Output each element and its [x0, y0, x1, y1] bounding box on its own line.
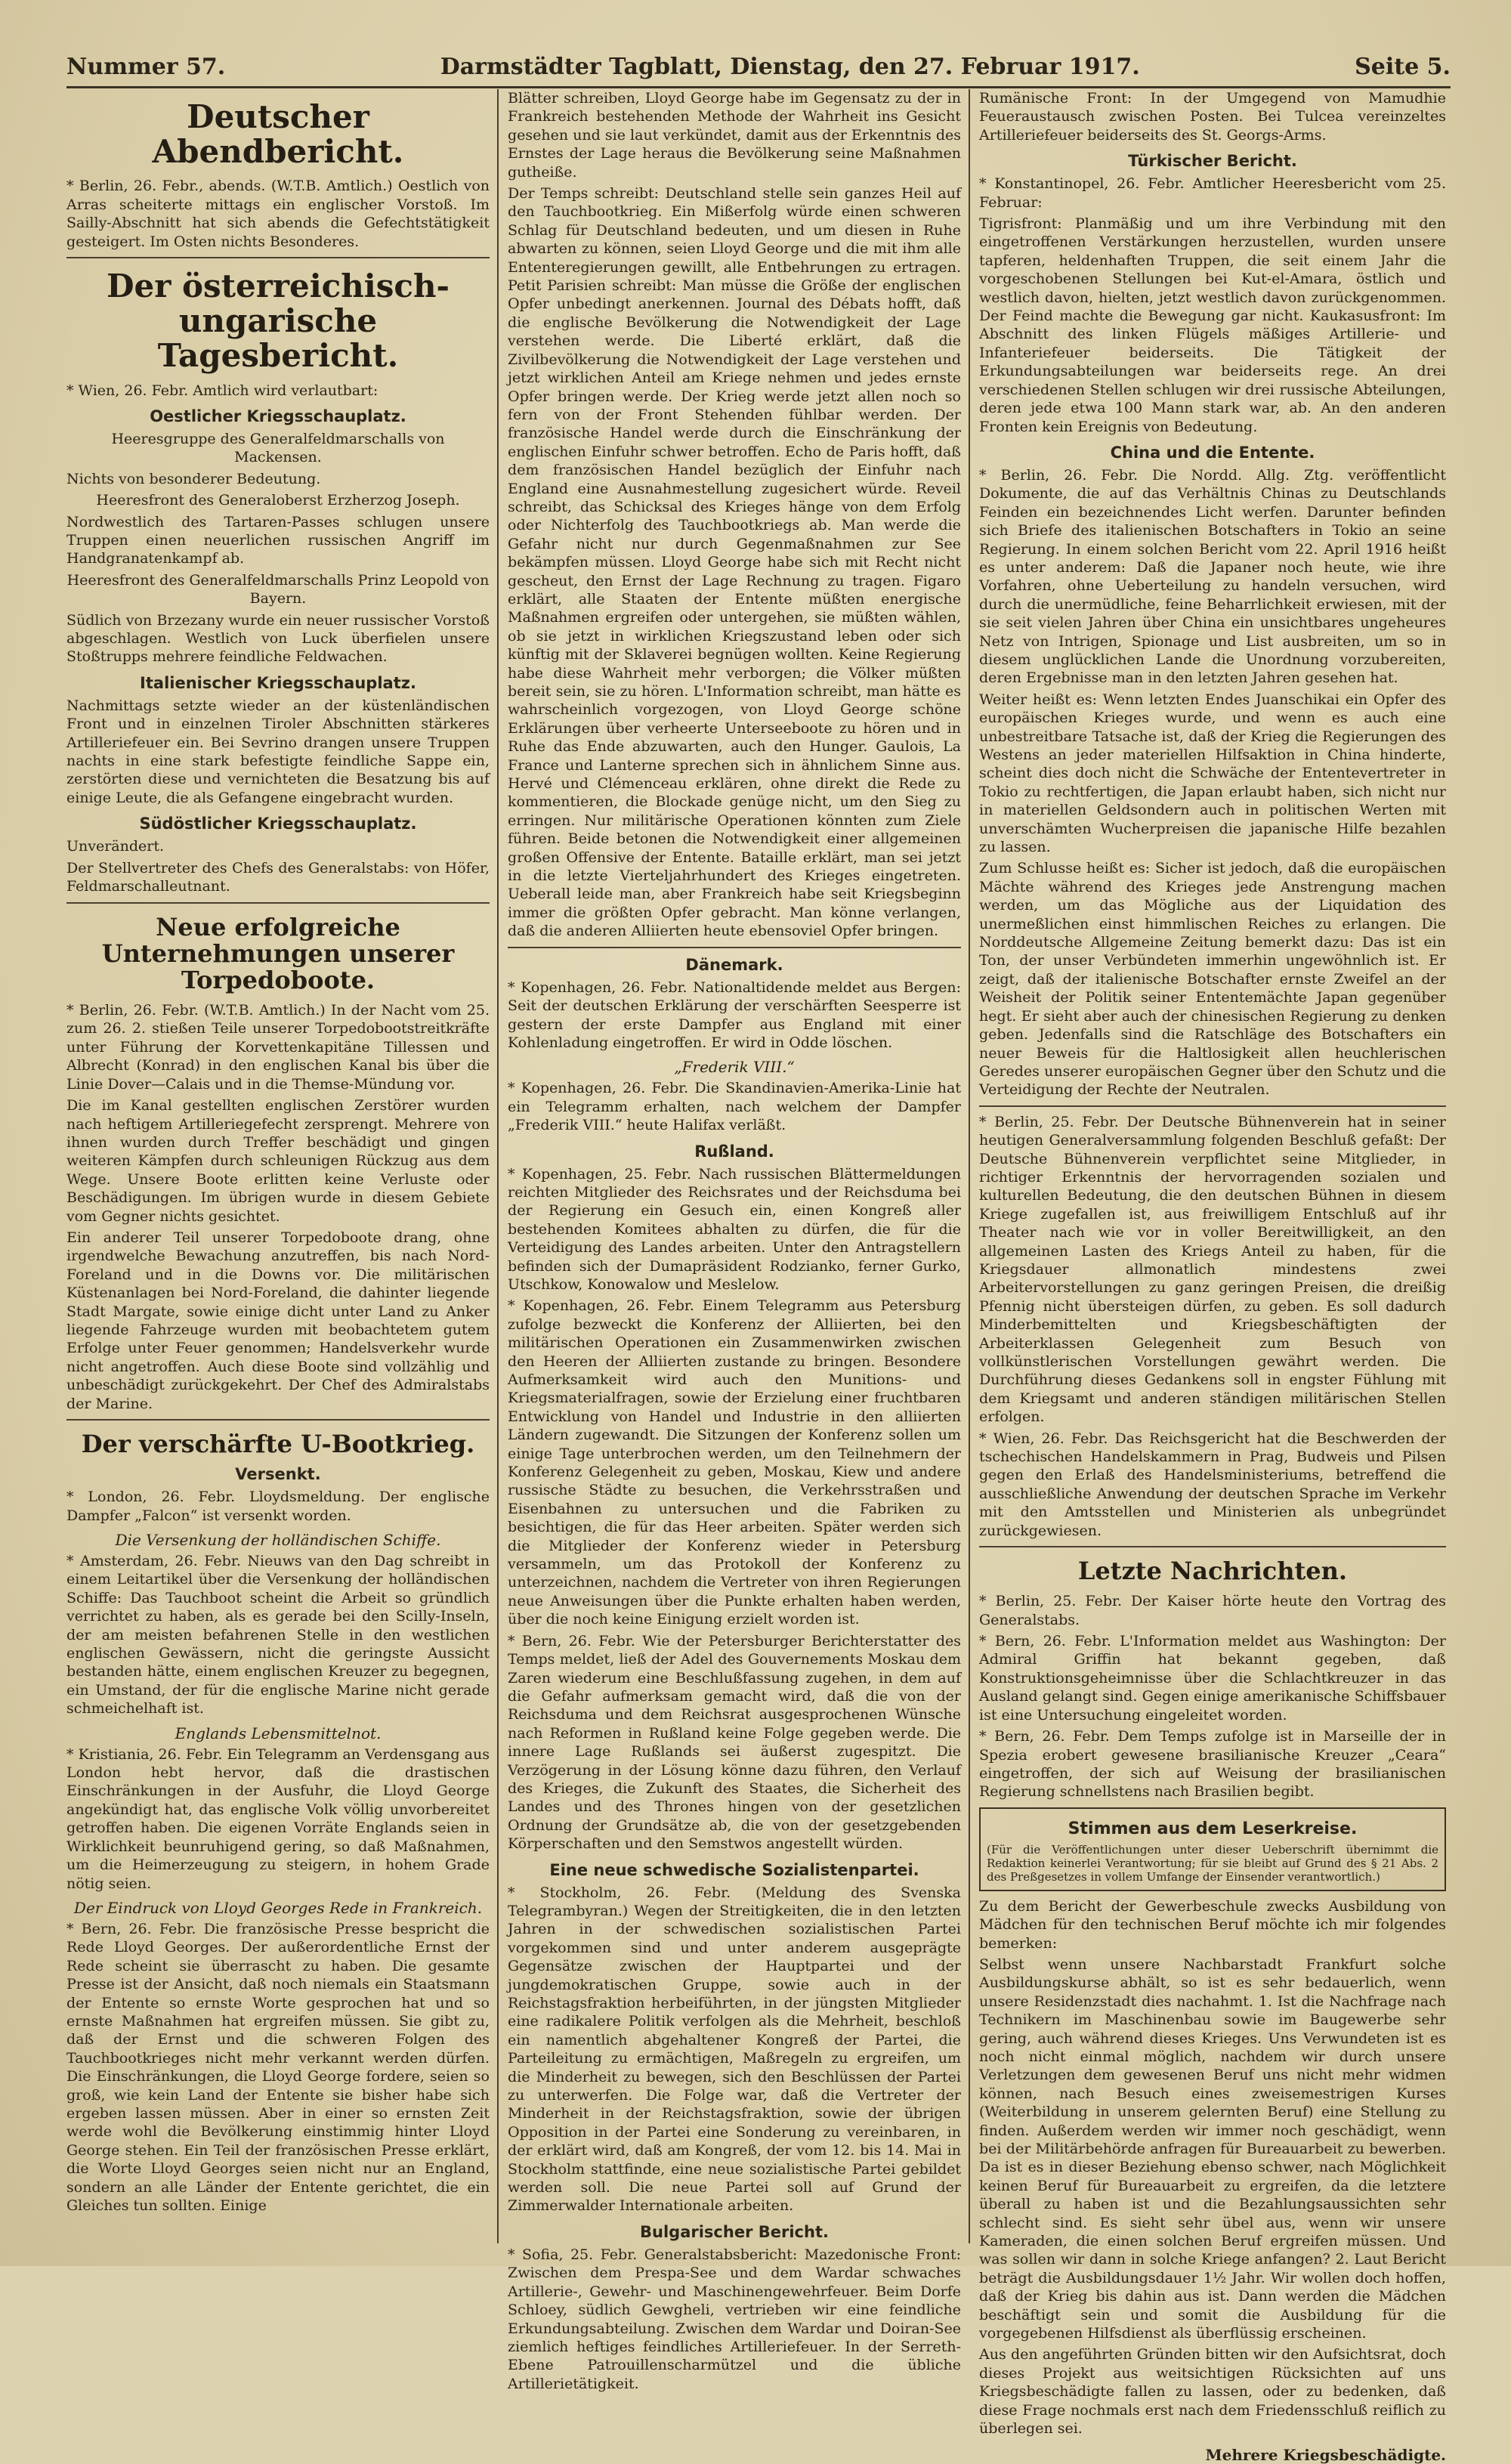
article-text: * Kopenhagen, 26. Febr. Einem Telegramm aus Petersburg zufolge bezweckt die Konferenz der Alliierten, bei den militärischen Operationen ein Zusammenwirken zwischen den Heeren der Alliierten zustande zu bringen. Besondere Aufmerksamkeit wird auch den Munitions- und Kriegsmaterialfragen, sowie der Erzielung einer fruchtbaren Entwicklung von Handel und Industrie in den alliierten Ländern zugewandt. Die Sitzungen der Konferenz sollen um einige Tage unterbrochen werden, um den Teilnehmern der Konferenz Gelegenheit zu geben, Moskau, Kiew und andere russische Städte zu besuchen, die Verkehrsstraßen und Eisenbahnen zu untersuchen und die Fabriken zu besichtigen, die für das Heer arbeiten. Später werden sich die Mitglieder der Konferenz wieder in Petersburg versammeln, um das Protokoll der Konferenz zu unterzeichnen, nachdem die Vertreter von ihren Regierungen neue Anweisungen über die Punkte erhalten haben werden, über die noch keine Einigung erzielt worden ist. [508, 1297, 961, 1628]
article-text: * London, 26. Febr. Lloydsmeldung. Der englische Dampfer „Falcon“ ist versenkt worden. [66, 1489, 490, 1524]
article-text: Blätter schreiben, Lloyd George habe im Gegensatz zu der in Frankreich bestehenden Methode der Wahrheit ins Gesicht gesehen und sie laut verkündet, damit aus der Erkenntnis des Ernstes der Lage heraus die Bevölkerung seine Maßnahmen gutheiße. [508, 90, 961, 181]
column-rule [497, 89, 499, 2243]
headline-torpedoboote: Neue erfolgreiche Unternehmungen unserer Torpedoboote. [101, 912, 455, 994]
headline-letzte-nachrichten: Letzte Nachrichten. [1077, 1557, 1348, 1586]
article-text: Nichts von besonderer Bedeutung. [66, 470, 321, 487]
article-text: Südlich von Brzezany wurde ein neuer russischer Vorstoß abgeschlagen. Westlich von Luck überfielen unsere Stoßtrupps mehrere feindliche Feldwachen. [66, 611, 490, 666]
article-text: * Stockholm, 26. Febr. (Meldung des Svenska Telegrambyran.) Wegen der Streitigkeiten, die in den letzten Jahren in der schwedischen sozialistischen Partei vorgekommen sind und unter anderem ausgeprägte Gegensätze zwischen der Hauptpartei und der jungdemokratischen Gruppe, sowie auch in der Reichstagsfraktion herbeiführten, in der jüngsten Mitglieder eine radikalere Politik verfolgen als die Mehrheit, beschloß ein namentlich abgehaltener Kongreß der Partei, die Parteileitung zu ermächtigen, Maßregeln zu ergreifen, um die Minderheit zu bewegen, sich den Beschlüssen der Partei zu unterwerfen. Die Folge war, daß die Vertreter der Minderheit in der Reichstagsfraktion, sowie der übrigen Opposition in der Partei eine Sonderung zu vereinbaren, in der erklärt wird, daß am Kongreß, der vom 12. bis 14. Mai in Stockholm stattfinde, eine neue sozialistische Partei gebildet werden soll. Die neue Partei soll auf Grund der Zimmerwalder Internationale arbeiten. [508, 1884, 961, 2215]
article-text: Die im Kanal gestellten englischen Zerstörer wurden nach heftigem Artilleriegefecht zersprengt. Mehrere von ihnen wurden durch Treffer beschädigt und gingen weiteren Kämpfen durch schleunigen Rückzug aus dem Wege. Unsere Boote erlitten keine Verluste oder Beschädigungen. Im übrigen wurde in diesem Gebiete vom Gegner nichts gesichtet. [66, 1097, 490, 1225]
article-text: Weiter heißt es: Wenn letzten Endes Juanschikai ein Opfer des europäischen Krieges wurde, und wenn es auch eine unbestreitbare Tatsache ist, daß der Krieg die Regierungen des Westens an jeder materiellen Hilfsaktion in China hinderte, scheint dies doch nicht die Schwäche der Ententevertreter in Tokio zu rechtfertigen, die Japan erlaubt haben, sich nicht nur in materiellen Geldsondern auch in politischen Werten mit unverschämten Wucherpreisen die japanische Hilfe bezahlen zu lassen. [979, 691, 1446, 856]
article-text: * Kristiania, 26. Febr. Ein Telegramm an Verdensgang aus London hebt hervor, daß die drastischen Einschränkungen in der Ausfuhr, die Lloyd George angekündigt hat, das englische Volk völlig unvorbereitet getroffen haben. Die eigenen Vorräte Englands seien in Wirklichkeit beunruhigend gering, so daß Maßnahmen, um die Heimerzeugung zu steigern, in hohem Grade nötig seien. [66, 1745, 490, 1892]
divider [66, 902, 490, 904]
subheading: Die Versenkung der holländischen Schiffe. [115, 1531, 441, 1549]
headline-abendbericht: Deutscher Abendbericht. [152, 98, 404, 171]
article-text: * Berlin, 25. Febr. Der Kaiser hörte heute den Vortrag des Generalstabs. [979, 1593, 1446, 1628]
headline-oesterreich: Der österreichisch-ungarische Tagesbericht. [107, 267, 450, 375]
article-text: Nachmittags setzte wieder an der küstenländischen Front und in einzelnen Tiroler Abschnitten stärkeres Artilleriefeuer ein. Bei Sevrino drangen unsere Truppen nachts in eine stark befestigte feindliche Sappe ein, zerstörten diese und vernichteten die Besatzung bis auf einige Leute, die als Gefangene eingebracht wurden. [66, 697, 490, 806]
subheading: Türkischer Bericht. [1128, 152, 1297, 171]
article-text: * Berlin, 26. Febr., abends. (W.T.B. Amtlich.) Oestlich von Arras scheiterte mittags ein englischer Vorstoß. Im Sailly-Abschnitt hat sich abends die Gefechtstätigkeit gesteigert. Im Osten nichts Besonderes. [66, 178, 490, 250]
subheading: Eine neue schwedische Sozialistenpartei. [549, 1860, 919, 1879]
article-text: * Bern, 26. Febr. Wie der Petersburger Berichterstatter des Temps meldet, ließ der Adel des Gouvernements Moskau dem Zaren wiederum eine Beschlußfassung zugehen, in dem auf die Gefahr aufmerksam gemacht wird, daß die von der Reichsduma und dem Reichsrat ausgesprochenen Wünsche nach Reformen in Rußland keine Folge gegeben werde. Die innere Lage Rußlands sei äußerst zugespitzt. Die Verzögerung in der Lösung könne dazu führen, den Verlauf des Krieges, die Zukunft des Staates, die Sicherheit des Landes und des Thrones hingen von der gesetzlichen Ordnung der Grundsätze ab, die von der gesetzgebenden Körperschaften und den Semstwos angestellt würden. [508, 1632, 961, 1853]
article-text: Unverändert. [66, 838, 165, 855]
divider [66, 1419, 490, 1421]
divider [979, 1105, 1446, 1107]
box-disclaimer: (Für die Veröffentlichungen unter dieser Ueberschrift übernimmt die Redaktion keinerlei Verantwortung; für sie bleibt auf Grund des § 21 Abs. 2 des Preßgesetzes in vollem Umfange der Einsender verantwortlich.) [987, 1842, 1438, 1884]
article-text: Selbst wenn unsere Nachbarstadt Frankfurt solche Ausbildungskurse abhält, so ist es sehr bedauerlich, wenn unsere Residenzstadt dies nachahmt. 1. Ist die Nachfrage nach Technikern im Maschinenbau sowie im Baugewerbe sehr gering, auch während dieses Krieges. Uns Verwundeten ist es noch nicht einmal möglich, nachdem wir durch unsere Verletzungen dem gewesenen Beruf uns nicht mehr widmen können, nach Besuch eines zweisemestrigen Kurses (Weiterbildung in unserem gelernten Beruf) eine Stellung zu finden. Außerdem werden wir immer noch geschädigt, wenn bei der Militärbehörde anfragen für Bureauarbeit zu bewerben. Da ist es in dieser Beziehung ebenso schwer, nach Möglichkeit keinen Beruf für Bureauarbeit zu ergreifen, da die letztere überall zu haben ist und die Bezahlungsaussichten sehr schlecht sind. Es sieht sehr übel aus, wenn wir unsere Kameraden, die einen solchen Beruf ergreifen müssen. Und was sollen wir dann in solche Kriege anfangen? 2. Laut Bericht beträgt die Ausbildungsdauer 1½ Jahr. Wir wollen doch hoffen, daß der Krieg bis dahin aus ist. Dann werden die Mädchen beschäftigt sein und somit die Ausbildung für die vorgegebenen Hilfsdienst als überflüssig erscheinen. [979, 1955, 1446, 2342]
column-3 [979, 89, 1446, 2464]
article-text: * Bern, 26. Febr. Die französische Presse bespricht die Rede Lloyd Georges. Der außerordentliche Ernst der Rede scheint sie überrascht zu haben. Die gesamte Presse ist der Ansicht, daß noch niemals ein Staatsmann der Entente so ernste Worte gesprochen hat und so ernste Maßnahmen hat ergreifen müssen. Sie gibt zu, daß der Ernst und die schweren Folgen des Tauchbootkrieges nicht mehr verkannt werden dürfen. Die Einschränkungen, die Lloyd George fordere, seien so groß, wie kein Land der Entente sie bisher habe sich ergeben lassen müssen. Aber in einer so ernsten Zeit werde wohl die Bevölkerung einstimmig hinter Lloyd George stehen. Ein Teil der französischen Presse erklärt, die Worte Lloyd Georges seien nicht nur an England, sondern an alle Länder der Entente gerichtet, die ein Gleiches tun sollten. Einige [66, 1920, 490, 2214]
column-1 [66, 89, 490, 2243]
subheading: Dänemark. [685, 955, 783, 974]
box-title: Stimmen aus dem Leserkreise. [1068, 1819, 1358, 1838]
article-text: Tigrisfront: Planmäßig und um ihre Verbindung mit den eingetroffenen Verstärkungen herzustellen, wurden unsere tapferen, heldenhaften Truppen, die seit einem Jahr die vorgeschobenen Stellungen bei Kut-el-Amara, östlich und westlich davon, hielten, jetzt westlich davon zurückgenommen. Der Feind machte die Bewegung gar nicht. Kaukasusfront: Im Abschnitt des linken Flügels mäßiges Artillerie- und Infanteriefeuer beiderseits. Die Tätigkeit der Erkundungsabteilungen war beiderseits rege. An drei verschiedenen Stellen schlugen wir drei russische Abteilungen, deren jede etwa 100 Mann stark war, ab. An den anderen Fronten kein Ereignis von Bedeutung. [979, 215, 1446, 435]
divider [979, 1546, 1446, 1547]
article-text: Nordwestlich des Tartaren-Passes schlugen unsere Truppen einen neuerlichen russischen Angriff im Handgranatenkampf ab. [66, 513, 490, 567]
article-text: * Berlin, 26. Febr. (W.T.B. Amtlich.) In der Nacht vom 25. zum 26. 2. stießen Teile unserer Torpedobootstreitkräfte unter Führung der Korvettenkapitäne Tillessen und Albrecht (Konrad) in den englischen Kanal bis über die Linie Dover—Calais und in die Themse-Mündung vor. [66, 1002, 490, 1093]
article-text: Zu dem Bericht der Gewerbeschule zwecks Ausbildung von Mädchen für den technischen Beruf möchte ich mir folgendes bemerken: [979, 1897, 1446, 1952]
article-text: * Berlin, 25. Febr. Der Deutsche Bühnenverein hat in seiner heutigen Generalversammlung folgenden Beschluß gefaßt: Der Deutsche Bühnenverein verpflichtet seine Mitglieder, in richtiger Erkenntnis der hervorragenden sozialen und kulturellen Bedeutung, die den deutschen Bühnen in diesem Kriege zugefallen ist, aus freiwilligem Entschluß auf ihr Theater nach wie vor in voller Bereitwilligkeit, an den allgemeinen Lasten des Kriegs Anteil zu haben, für die Kriegsdauer allmonatlich mindestens zwei Arbeitervorstellungen zu ganz geringen Preisen, die dreißig Pfennig nicht übersteigen dürfen, zu geben. Es soll dadurch Minderbemittelten und Kriegsbeschäftigten der Arbeiterklassen Gelegenheit zum Besuch von vollkünstlerischen Vorstellungen gewährt werden. Die Durchführung dieses Gedankens soll in engster Fühlung mit dem Kriegsamt und anderen ständigen militärischen Stellen erfolgen. [979, 1113, 1446, 1426]
subheading: Versenkt. [235, 1465, 321, 1484]
subheading: China und die Entente. [1110, 443, 1315, 462]
subheading: Englands Lebensmittelnot. [175, 1724, 382, 1742]
article-text: * Wien, 26. Febr. Das Reichsgericht hat die Beschwerden der tschechischen Handelskammern in Prag, Budweis und Pilsen gegen den Erlaß des Handelsministeriums, betreffend die ausschließliche Anwendung der deutschen Sprache im Verkehr mit den Amtsstellen und Ministerien als unbegründet zurückgewiesen. [979, 1430, 1446, 1539]
article-text: Der Temps schreibt: Deutschland stelle sein ganzes Heil auf den Tauchbootkrieg. Ein Mißerfolg würde einen schweren Schlag für Deutschland bedeuten, und um diesen in Ruhe abwarten zu können, seien Lloyd George und die mit ihm alle Ententeregierungen gewillt, alle Entbehrungen zu ertragen. Petit Parisien schreibt: Man müsse die Größe der englischen Opfer unbedingt anerkennen. Journal des Débats hofft, daß die englische Bevölkerung die Notwendigkeit der Lage verstehen werde. Die Liberté erklärt, daß die Zivilbevölkerung die Notwendigkeit der Lage verstehen und jetzt wirklichen Anteil am Kriege nehmen und jedes ernste Opfer bringen werde. Der Krieg werde jetzt allen noch so fern von der Front Stehenden fühlbar werden. Der französische Handel werde durch die Einschränkung der englischen Einfuhr schwer betroffen. Echo de Paris hofft, daß dem französischen Handel bezüglich der Einfuhr nach England eine Ausnahmestellung zugesichert würde. Reveil schreibt, das Schicksal des Krieges hänge von dem Erfolg oder Nichterfolg des Tauchbootkriegs ab. Man werde die Gefahr nicht nur durch Gegenmaßnahmen zur See bekämpfen müssen. Lloyd George habe sich mit Recht nicht gescheut, den Ernst der Lage Rechnung zu tragen. Figaro erklärt, alle Staaten der Entente müßten energische Maßnahmen ergreifen oder untergehen, sie müßten wählen, ob sie jetzt in wirklichen Kriegszustand leben oder sich künftig mit der Sklaverei begnügen wollten. Keine Regierung habe diese Wahrheit mehr verborgen; die Völker müßten bereit sein, sie zu hören. L'Information schreibt, man hätte es wahrscheinlich vorgezogen, von Lloyd George schöne Erklärungen über verheerte Unterseeboote zu hören und in Ruhe das Ende abzuwarten, auch den Hunger. Gaulois, La France und Lanterne sprechen sich in ähnlichem Sinne aus. Hervé und Clémenceau erklären, ohne direkt die Rede zu kommentieren, die Blockade genüge nicht, um den Sieg zu erringen. Nur militärische Operationen könnten zum Ziele führen. Beide betonen die Notwendigkeit einer allgemeinen großen Offensive der Entente. Bataille erklärt, man sei jetzt in die letzte Vierteljahrhundert des Krieges eingetreten. Ueberall leide man, aber Frankreich habe seit Kriegsbeginn immer die größten Opfer gebracht. Man könne verlangen, daß die anderen Alliierten heute ebensoviel Opfer bringen. [508, 185, 961, 940]
article-text: * Konstantinopel, 26. Febr. Amtlicher Heeresbericht vom 25. Februar: [979, 175, 1446, 211]
letter-signature: Mehrere Kriegsbeschädigte. [1205, 2445, 1446, 2464]
paper-title-date: Darmstädter Tagblatt, Dienstag, den 27. Februar 1917. [440, 54, 1140, 80]
column-2 [508, 89, 961, 2392]
article-text: Heeresgruppe des Generalfeldmarschalls von Mackensen. [111, 430, 445, 466]
leserkreis-box [979, 1807, 1446, 1891]
subheading: Der Eindruck von Lloyd Georges Rede in Frankreich. [73, 1898, 483, 1917]
article-text: * Kopenhagen, 26. Febr. Nationaltidende meldet aus Bergen: Seit der deutschen Erklärung der verschärften Seesperre ist gestern der erste Dampfer aus England mit einer Kohlenladung eingetroffen. Er wird in Odde löschen. [508, 978, 961, 1051]
page-number: Seite 5. [1355, 54, 1451, 80]
issue-number: Nummer 57. [66, 54, 226, 80]
headline-ubootkrieg: Der verschärfte U-Bootkrieg. [81, 1430, 475, 1458]
article-text: * Amsterdam, 26. Febr. Nieuws van den Dag schreibt in einem Leitartikel über die Versenkung der holländischen Schiffe: Das Tauchboot scheint die Arbeit so gründlich verrichtet zu haben, als es gerade bei den Scilly-Inseln, der am meisten befahrenen Stelle in den westlichen englischen Gewässern, nicht die geringste Aussicht bestanden hätte, einem englischen Kreuzer zu begegnen, ein Umstand, der für die englische Marine nicht gerade schmeichelhaft ist. [66, 1553, 490, 1717]
article-text: Zum Schlusse heißt es: Sicher ist jedoch, daß die europäischen Mächte während des Krieges jede Anstrengung machen werden, um das Mögliche aus der Liquidation des unermeßlichen einst himmlischen Reiches zu erlangen. Die Norddeutsche Allgemeine Zeitung bemerkt dazu: Das ist ein Ton, der unser Verbündeten immerhin ungewöhnlich ist. Er zeigt, daß der italienische Botschafter ernste Zweifel an der Weisheit der Politik seiner Ententemächte Japan gegenüber hegt. Er sieht aber auch der chinesischen Regierung zu denken geben. Jedenfalls sind die Ratschläge des Botschafters ein neuer Beweis für die Haltlosigkeit allen heuchlerischen Geredes unserer europäischen Gegner über den Schutz und die Verteidigung der Rechte der Neutralen. [979, 860, 1446, 1099]
divider [66, 257, 490, 258]
article-text: Ein anderer Teil unserer Torpedoboote drang, ohne irgendwelche Bewachung anzutreffen, bis nach Nord-Foreland und in die Downs vor. Die militärischen Küstenanlagen bei Nord-Foreland, die dahinter liegende Stadt Margate, sowie einige dicht unter Land zu Anker liegende Fahrzeuge wurden mit beobachtetem gutem Erfolge unter Feuer genommen; Handelsverkehr wurde nicht angetroffen. Auch diese Boote sind vollzählig und unbeschädigt zurückgekehrt. Der Chef des Admiralstabs der Marine. [66, 1229, 490, 1412]
article-text: Heeresfront des Generalfeldmarschalls Prinz Leopold von Bayern. [66, 571, 490, 607]
subheading: Bulgarischer Bericht. [640, 2222, 829, 2241]
subheading: Rußland. [694, 1142, 774, 1161]
subheading: „Frederik VIII.“ [674, 1058, 795, 1077]
article-text: * Berlin, 26. Febr. Die Nordd. Allg. Ztg. veröffentlicht Dokumente, die auf das Verhältnis Chinas zu Deutschlands Feinden ein bezeichnendes Licht werfen. Darunter befinden sich Briefe des italienischen Botschafters in Tokio an seine Regierung. In einem solchen Bericht vom 22. April 1916 heißt es unter anderem: Daß die Japaner noch heute, wie ihre Vorfahren, ohne Ueberteilung zu handeln versuchen, wird durch die unermüdliche, feine Beharrlichkeit erwiesen, mit der sie seit vielen Jahren über China ein unsichtbares ungeheures Netz von Intrigen, Spionage und List ausbreiten, um so in diesem unglücklichen Lande die Unordnung vorzubereiten, deren Ergebnisse man in den letzten Jahren gesehen hat. [979, 466, 1446, 687]
article-text: Rumänische Front: In der Umgegend von Mamudhie Feueraustausch zwischen Posten. Bei Tulcea vereinzeltes Artilleriefeuer beiderseits des St. Georgs-Arms. [979, 90, 1446, 144]
article-text: * Kopenhagen, 25. Febr. Nach russischen Blättermeldungen reichten Mitglieder des Reichsrates und der Reichsduma bei der Regierung ein Gesuch ein, einen Kongreß aller bestehenden Komitees abhalten zu dürfen, die für die Verteidigung des Landes arbeiten. Unter den Antragstellern befinden sich der Dumapräsident Rodzianko, ferner Gurko, Utschkow, Konowalow und Meslelow. [508, 1165, 961, 1293]
subheading: Südöstlicher Kriegsschauplatz. [139, 815, 417, 833]
article-text: Heeresfront des Generaloberst Erzherzog Joseph. [96, 492, 460, 509]
subheading: Italienischer Kriegsschauplatz. [140, 673, 416, 692]
article-text: Der Stellvertreter des Chefs des Generalstabs: von Höfer, Feldmarschalleutnant. [66, 859, 490, 895]
subheading: Oestlicher Kriegsschauplatz. [150, 407, 406, 425]
masthead [66, 35, 1451, 88]
article-text: * Bern, 26. Febr. Dem Temps zufolge ist in Marseille der in Spezia erobert gewesene brasilianische Kreuzer „Ceara“ eingetroffen, der sich auf Weisung der brasilianischen Regierung schnellstens nach Brasilien begibt. [979, 1728, 1446, 1801]
column-rule [969, 89, 970, 2243]
article-text: * Kopenhagen, 26. Febr. Die Skandinavien-Amerika-Linie hat ein Telegramm erhalten, nach welchem der Dampfer „Frederik VIII.“ heute Halifax verläßt. [508, 1080, 961, 1134]
article-text: * Bern, 26. Febr. L'Information meldet aus Washington: Der Admiral Griffin hat bekannt gegeben, daß Konstruktionsgeheimnisse über die Schlachtkreuzer in das Ausland gelangt sind. Gegen einige amerikanische Schiffsbauer ist eine Untersuchung eingeleitet worden. [979, 1633, 1446, 1724]
article-text: * Sofia, 25. Febr. Generalstabsbericht: Mazedonische Front: Zwischen dem Prespa-See und dem Wardar schwaches Artillerie-, Gewehr- und Maschinengewehrfeuer. Beim Dorfe Schloey, südlich Gewgheli, vertrieben wir eine feindliche Erkundungsabteilung. Zwischen dem Wardar und Doiran-See ziemlich heftiges feindliches Artilleriefeuer. In der Serreth-Ebene Patrouillenscharmützel und die übliche Artillerietätigkeit. [508, 2246, 961, 2392]
article-text: Aus den angeführten Gründen bitten wir den Aufsichtsrat, doch dieses Projekt aus weitsichtigen Rücksichten auf uns Kriegsbeschädigte fallen zu lassen, oder zu bedenken, daß diese Frage nochmals erst nach dem Friedensschluß reiflich zu überlegen sei. [979, 2346, 1446, 2438]
divider [508, 947, 961, 948]
article-text: * Wien, 26. Febr. Amtlich wird verlautbart: [66, 382, 379, 399]
